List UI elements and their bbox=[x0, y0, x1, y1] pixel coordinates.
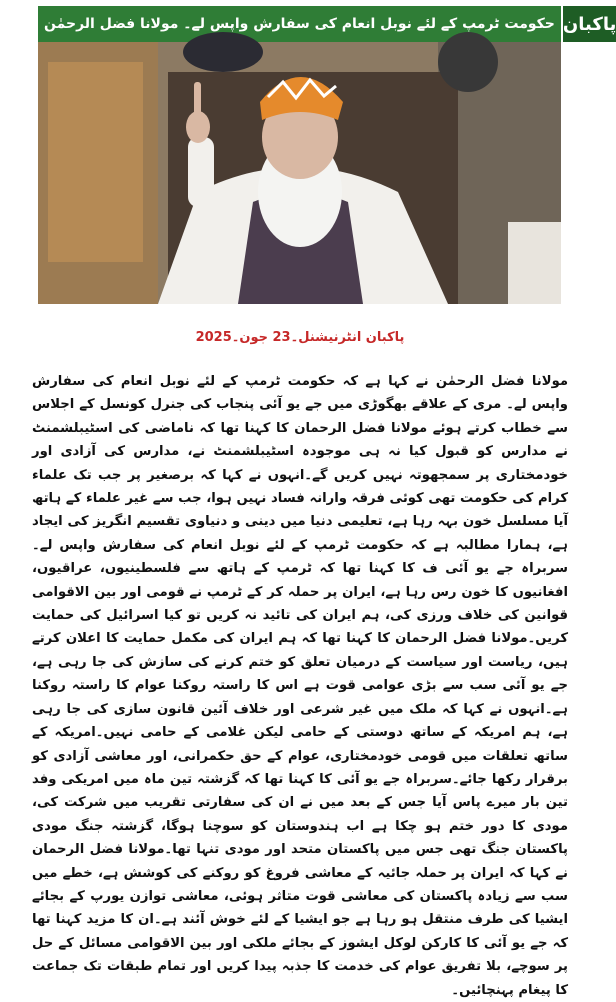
news-photo bbox=[38, 42, 561, 304]
article-body: مولانا فضل الرحمٰن نے کہا ہے کہ حکومت ٹرمپ کے لئے نوبل انعام کی سفارش واپس لے۔ مری کے علاقے بھگوڑی میں جے یو آئی پنجاب کی جنرل کونسل کے اجلاس سے خطاب کرتے ہوئے مولانا فضل الرحمان کا کہنا تھا کہ ناماضی کی اسٹیبلشمنٹ نے مدارس کو قبول کیا نہ ہی موجودہ اسٹیبلشمنٹ نے، مدارس کی آزادی اور خودمختاری پر سمجھوتہ نہیں کریں گے۔انہوں نے کہا کہ برصغیر پر جب تک علماء کرام کی حکومت تھی کوئی فرقہ وارانہ فساد نہیں ہوا، جب سے غیر علماء کے ہاتھ آیا مسلسل خون بہہ رہا ہے، تعلیمی دنیا میں دینی و دنیاوی تقسیم انگریز کی ایجاد ہے، ہمارا مطالبہ ہے کہ حکومت ٹرمپ کے لئے نوبل انعام کی سفارش واپس لے۔سربراہ جے یو آئی ف کا کہنا تھا کہ ٹرمپ کے ہاتھ سے فلسطینیوں، عراقیوں، افغانیوں کا خون رس رہا ہے، ایران پر حملہ کر کے ٹرمپ نے قومی اور بین الاقوامی قوانین کی خلاف ورزی کی، ہم ایران کی تائید نہ کریں تو کیا اسرائیل کی حمایت کریں۔مولانا فضل الرحمان کا کہنا تھا کہ ہم ایران کی مکمل حمایت کا اعلان کرتے ہیں، ریاست اور سیاست کے درمیان تعلق کو ختم کرنے کی سازش کی جا رہی ہے، جے یو آئی سب سے بڑی عوامی قوت ہے اس کا راستہ روکنا عوام کا راستہ روکنا ہے۔انہوں نے کہا کہ ملک میں غیر شرعی اور خلاف آئین قانون سازی کی جا رہی ہے، ہم امریکہ کے ساتھ دوستی کے حامی لیکن غلامی کے حامی نہیں۔امریکہ کے ساتھ تعلقات میں قومی خودمختاری، عوام کے حق حکمرانی، اور معاشی آزادی کو برقرار رکھا جائے۔سربراہ جے یو آئی کا کہنا تھا کہ گزشتہ تین ماہ میں امریکی وفد تین بار میرے پاس آیا جس کے بعد میں نے ان کی سفارتی تقریب میں شرکت کی، مودی کا دور ختم ہو چکا ہے اب ہندوستان کو سوچنا ہوگا، گزشتہ جنگ مودی پاکستان جنگ تھی جس میں پاکستان متحد اور مودی تنہا تھا۔مولانا فضل الرحمان نے کہا کہ ایران پر حملہ جائیہ کے معاشی فروغ کو روکنے کی کوشش ہے، خطے میں سب سے زیادہ پاکستان کی معاشی قوت متاثر ہوئی، معاشی توازن یورپ کے بجائے ایشیا کی طرف منتقل ہو رہا ہے جو ایشیا کے لئے خوش آئند ہے۔ان کا مزید کہنا تھا کہ جے یو آئی کا کارکن لوکل ایشوز کے بجائے ملکی اور بین الاقوامی مسائل کے حل پر سوچے، بلا تفریق عوام کی خدمت کا جذبہ پیدا کریں اور تمام طبقات تک جماعت کا پیغام پہنچائیں۔ bbox=[32, 374, 568, 998]
dateline: پاکبان انٹرنیشنل۔23 جون۔2025 bbox=[195, 330, 405, 345]
brand-logo: پاکبان bbox=[561, 6, 616, 42]
headline: حکومت ٹرمپ کے لئے نوبل انعام کی سفارش واپس لے۔ مولانا فضل الرحمٰن bbox=[38, 6, 561, 42]
person-speaking-photo-icon bbox=[38, 42, 561, 304]
